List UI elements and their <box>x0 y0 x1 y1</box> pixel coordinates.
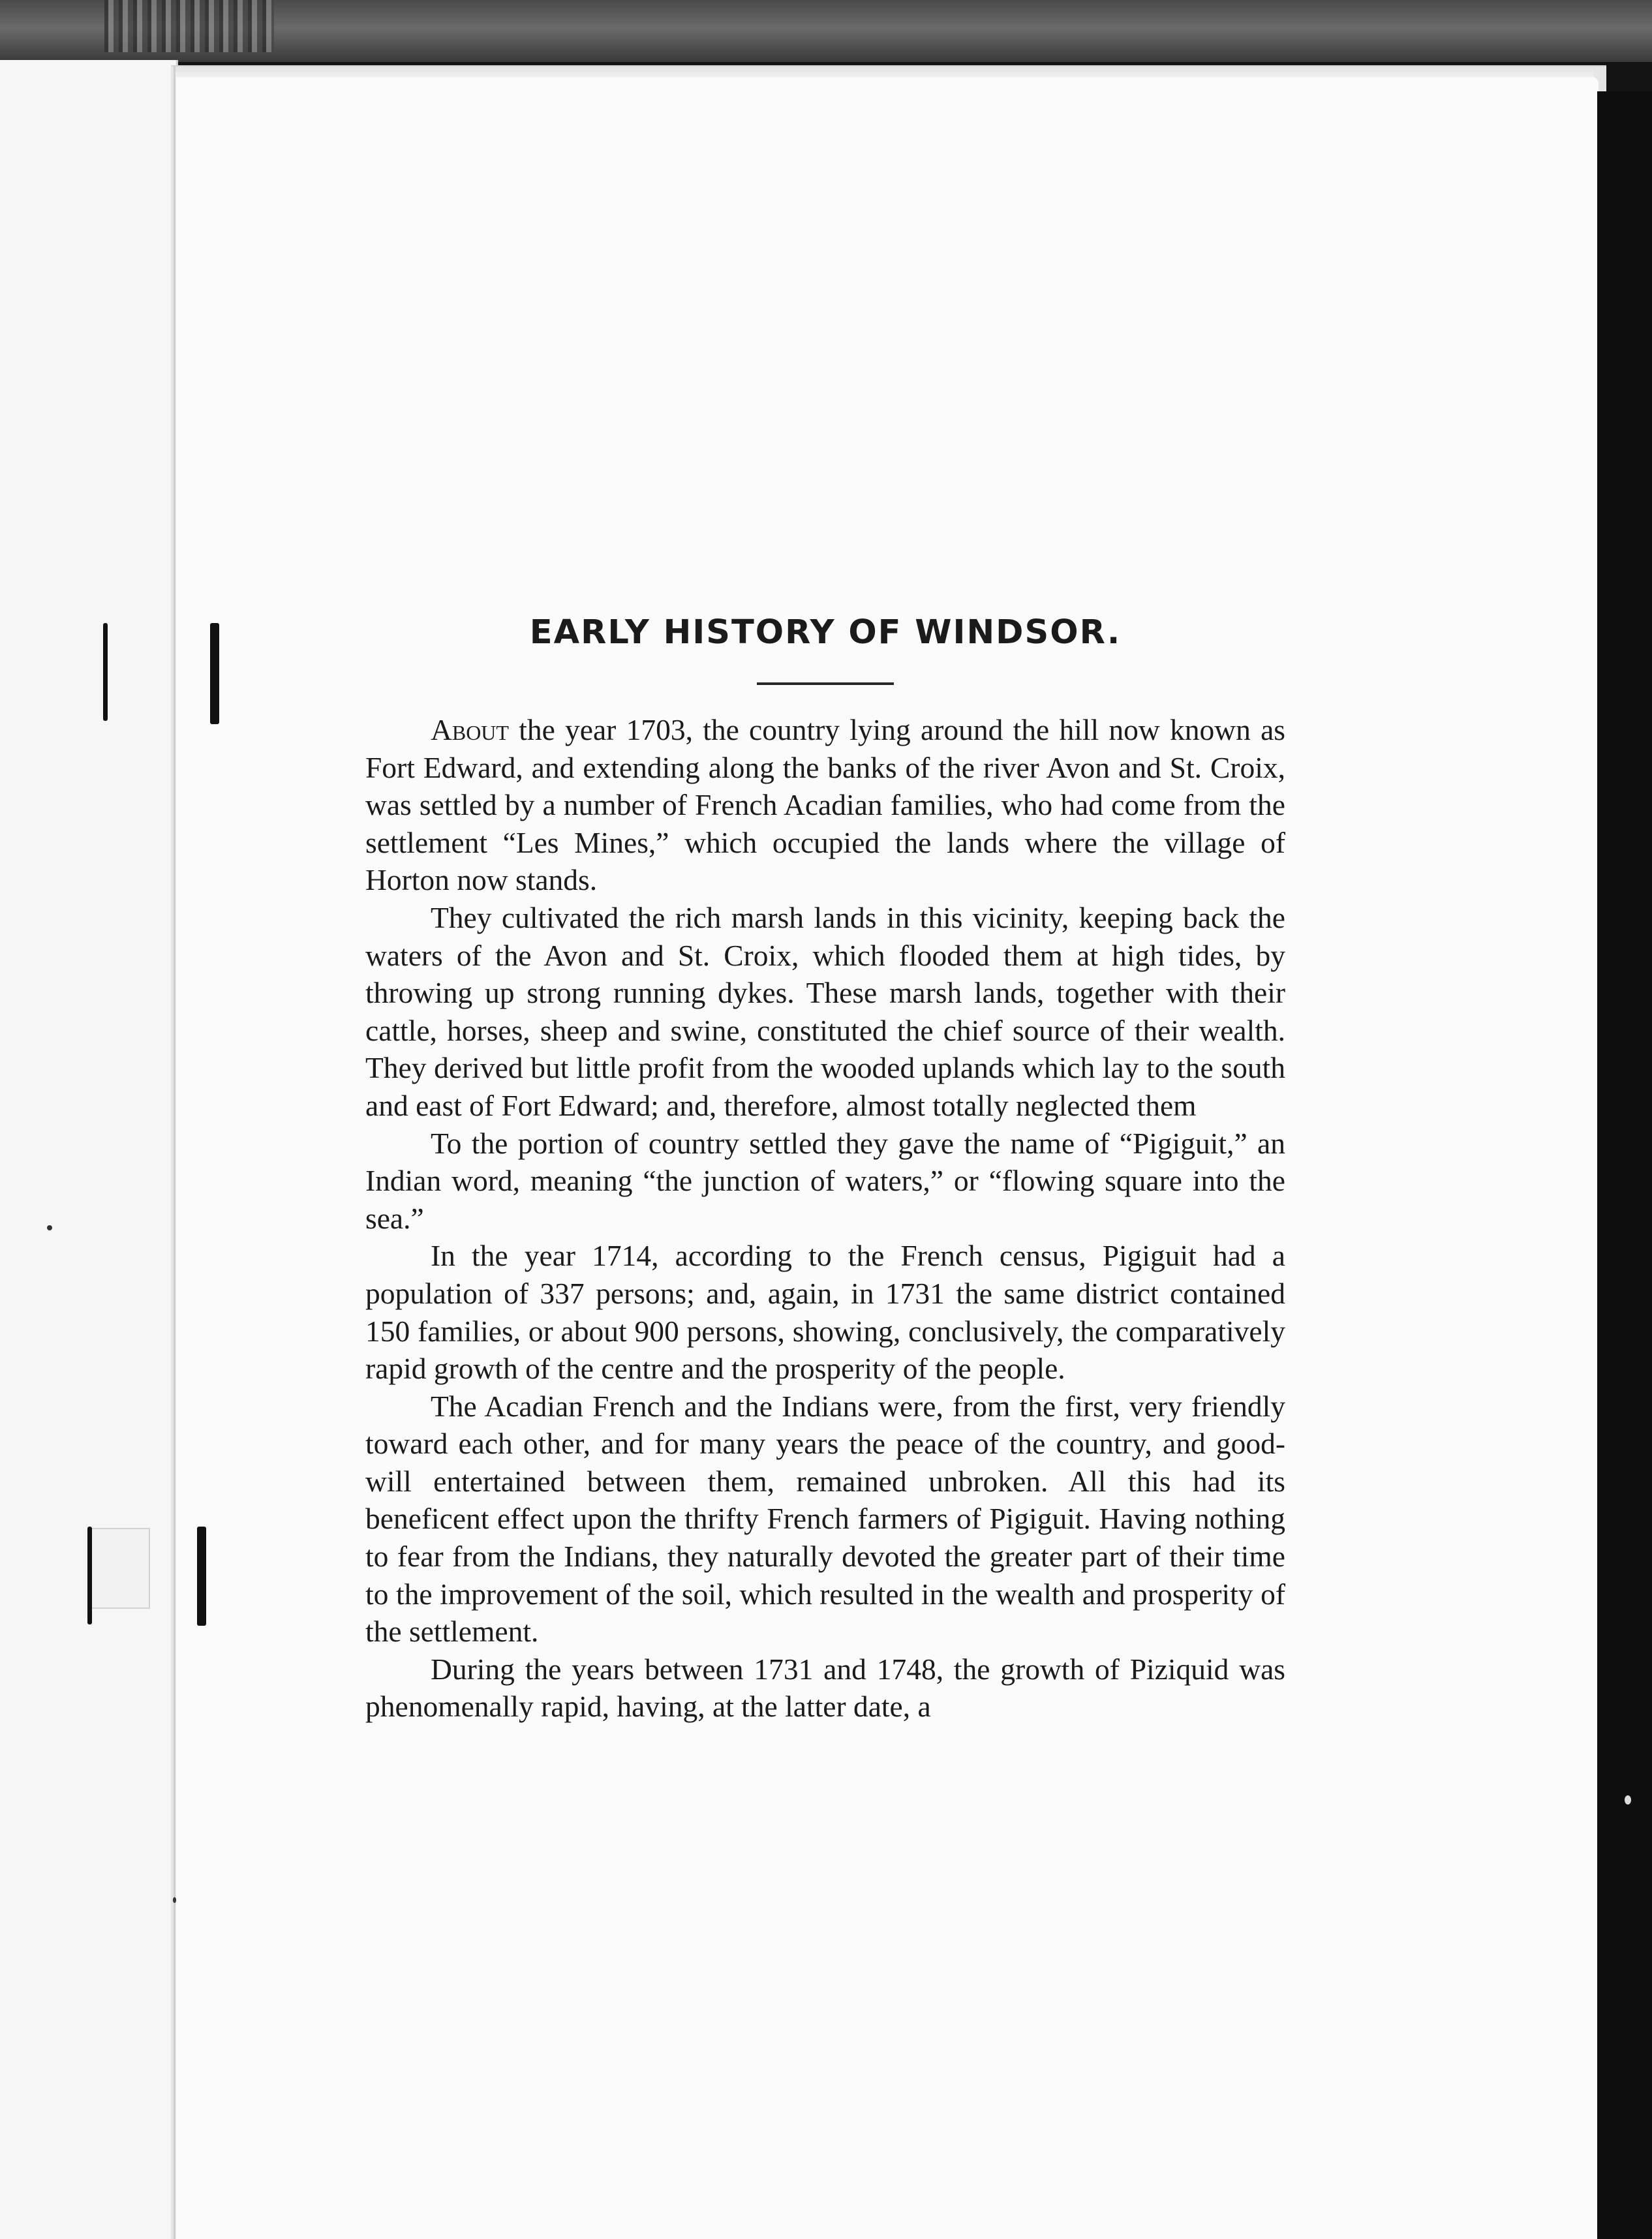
paragraph <box>365 1237 1285 1387</box>
paragraph <box>365 711 1285 899</box>
scan-speck <box>1625 1795 1631 1805</box>
paragraph-text: To the portion of country settled they gave the name of “Pigiguit,” an Indian word, meaning “the junction of waters,” or “flowing square into the sea.” <box>365 1126 1285 1235</box>
binding-stitch-mark <box>197 1527 206 1626</box>
binding-stitch-mark <box>103 623 108 721</box>
gutter-line <box>174 65 176 2239</box>
scan-top-border <box>0 0 1652 62</box>
binding-slot <box>89 1528 150 1609</box>
page-title: EARLY HISTORY OF WINDSOR. <box>529 613 1122 652</box>
paragraph <box>365 1651 1285 1726</box>
binding-stitch-mark <box>210 623 219 724</box>
paragraph-text: the year 1703, the country lying around the hill now known as Fort Edward, and extending along the banks of the river Avon and St. Croix, was settled by a number of French Acadian families, who had come from the settlement “Les Mines,” which occupied the lands where the village of Horton now stands. <box>365 713 1285 897</box>
binding-texture <box>104 0 274 52</box>
title-rule <box>757 682 894 685</box>
paragraph-text: In the year 1714, according to the French census, Pigiguit had a population of 337 persons; and, again, in 1731 the same district contained 150 families, or about 900 persons, showing, conclusively, the comparatively rapid growth of the centre and the prosperity of the people. <box>365 1239 1285 1386</box>
paragraph <box>365 1388 1285 1651</box>
left-page-edge <box>0 60 178 2239</box>
paragraph-text: They cultivated the rich marsh lands in this vicinity, keeping back the waters of the Avon and St. Croix, which flooded them at high tides, by throwing up strong running dykes. These marsh lands, together with their cattle, horses, sheep and swine, constituted the chief source of their wealth. They derived but little profit from the wooded uplands which lay to the south and east of Fort Edward; and, therefore, almost totally neglected them <box>365 900 1285 1122</box>
paragraph-text: During the years between 1731 and 1748, the growth of Piziquid was phenomenally rapid, having, at the latter date, a <box>365 1652 1285 1724</box>
scan-right-border <box>1597 91 1652 2239</box>
scan-speck <box>47 1225 52 1230</box>
paragraph <box>365 899 1285 1125</box>
paragraph <box>365 1125 1285 1238</box>
binding-stitch-mark <box>87 1527 92 1624</box>
document-body <box>365 613 1285 1726</box>
paragraph-lead: About <box>431 713 509 746</box>
paragraph-text: The Acadian French and the Indians were, from the first, very friendly toward each other, and for many years the peace of the country, and good-will entertained between them, remained unbroken. All this had its beneficent effect upon the thrifty French farmers of Pigiguit. Having nothing to fear from the Indians, they naturally devoted the greater part of their time to the improvement of the soil, which resulted in the wealth and prosperity of the settlement. <box>365 1389 1285 1649</box>
scan-speck <box>173 1897 176 1903</box>
